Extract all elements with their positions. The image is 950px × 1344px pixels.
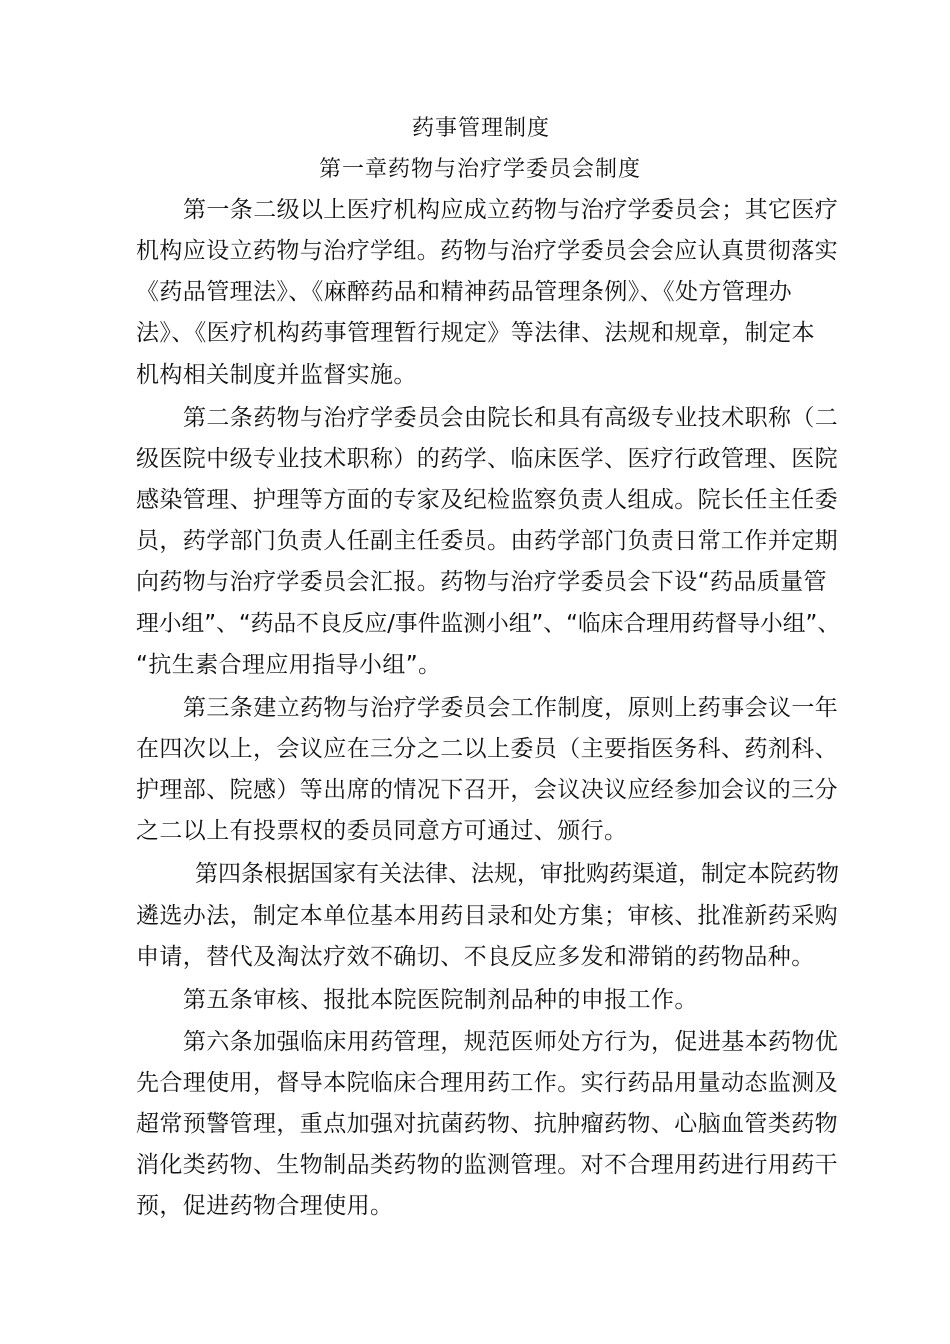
article-5-line-1: 第五条审核、报批本院医院制剂品种的申报工作。 — [183, 987, 698, 1013]
article-2-line-5: 向药物与治疗学委员会汇报。药物与治疗学委员会下设“药品质量管 — [136, 569, 827, 595]
article-1-line-2: 机构应设立药物与治疗学组。药物与治疗学委员会会应认真贯彻落实 — [136, 238, 838, 264]
article-6-line-4: 消化类药物、生物制品类药物的监测管理。对不合理用药进行用药干 — [136, 1152, 838, 1178]
chapter-title: 第一章药物与治疗学委员会制度 — [319, 157, 642, 182]
article-1-line-4: 法》、《医疗机构药事管理暂行规定》等法律、法规和规章，制定本 — [136, 320, 815, 346]
document-title: 药事管理制度 — [412, 116, 551, 141]
article-2-line-6: 理小组”、“药品不良反应/事件监测小组”、“临床合理用药督导小组”、 — [136, 611, 841, 637]
article-1-line-3: 《药品管理法》、《麻醉药品和精神药品管理条例》、《处方管理办 — [136, 279, 792, 305]
article-6-line-2: 先合理使用，督导本院临床合理用药工作。实行药品用量动态监测及 — [136, 1070, 838, 1096]
article-3-line-1: 第三条建立药物与治疗学委员会工作制度，原则上药事会议一年 — [183, 695, 839, 721]
article-1-line-5: 机构相关制度并监督实施。 — [136, 362, 417, 388]
article-6-line-3: 超常预警管理，重点加强对抗菌药物、抗肿瘤药物、心脑血管类药物 — [136, 1111, 838, 1137]
article-2-line-4: 员，药学部门负责人任副主任委员。由药学部门负责日常工作并定期 — [136, 528, 838, 554]
article-4-line-2: 遴选办法，制定本单位基本用药目录和处方集；审核、批准新药采购 — [136, 903, 838, 929]
article-3-line-2: 在四次以上，会议应在三分之二以上委员（主要指医务科、药剂科、 — [136, 736, 838, 762]
article-3-line-4: 之二以上有投票权的委员同意方可通过、颁行。 — [136, 818, 628, 844]
article-2-line-3: 感染管理、护理等方面的专家及纪检监察负责人组成。院长任主任委 — [136, 487, 838, 513]
article-6-line-5: 预，促进药物合理使用。 — [136, 1193, 394, 1219]
article-1-line-1: 第一条二级以上医疗机构应成立药物与治疗学委员会；其它医疗 — [183, 197, 839, 223]
article-2-line-1: 第二条药物与治疗学委员会由院长和具有高级专业技术职称（二 — [183, 405, 839, 431]
article-4-line-3: 申请，替代及淘汰疗效不确切、不良反应多发和滞销的药物品种。 — [136, 944, 815, 970]
article-3-line-3: 护理部、院感）等出席的情况下召开，会议决议应经参加会议的三分 — [136, 777, 838, 803]
article-2-line-2: 级医院中级专业技术职称）的药学、临床医学、医疗行政管理、医院 — [136, 446, 838, 472]
article-2-line-7: “抗生素合理应用指导小组”。 — [136, 652, 442, 678]
article-4-line-1: 第四条根据国家有关法律、法规，审批购药渠道，制定本院药物 — [195, 861, 839, 887]
article-6-line-1: 第六条加强临床用药管理，规范医师处方行为，促进基本药物优 — [183, 1029, 839, 1055]
